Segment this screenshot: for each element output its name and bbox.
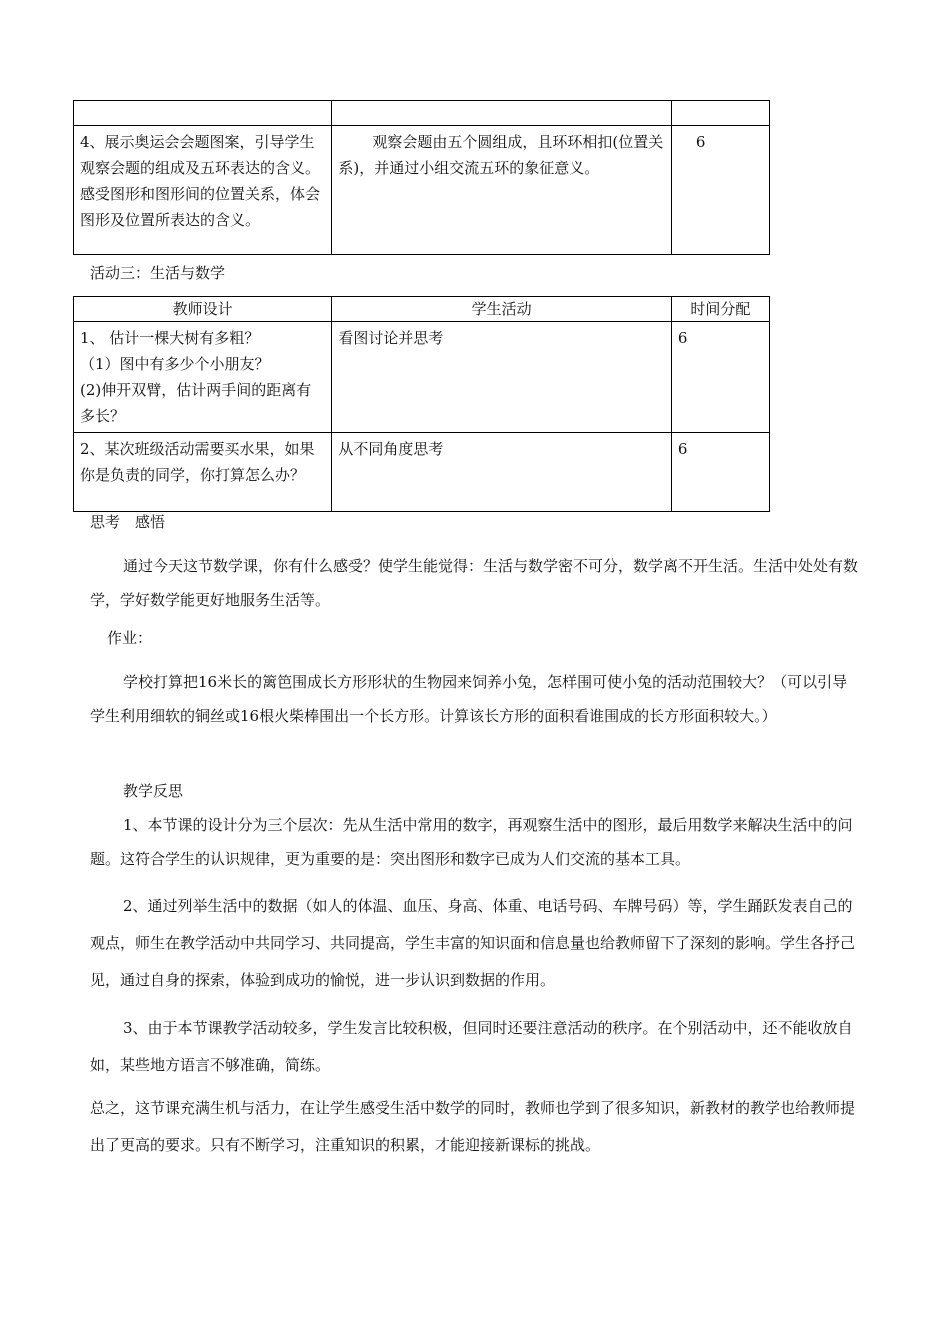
teacher-design-cell bbox=[74, 322, 332, 433]
table-row bbox=[74, 126, 770, 255]
activity-three-table bbox=[73, 296, 770, 512]
table-cell bbox=[74, 101, 332, 126]
reflection-paragraph: 通过今天这节数学课，你有什么感受？使学生能觉得：生活与数学密不可分，数学离不开生活。生活中处处有数学，学好数学能更好地服务生活等。 bbox=[90, 557, 859, 609]
time-cell: 6 bbox=[671, 126, 769, 255]
activity-title: 活动三：生活与数学 bbox=[90, 264, 226, 282]
lesson-table-continued bbox=[73, 100, 770, 255]
cell-line: (2)伸开双臂，估计两手间的距离有多长？ bbox=[80, 381, 312, 425]
student-activity-cell: 从不同角度思考 bbox=[332, 433, 671, 512]
table-row bbox=[74, 322, 770, 433]
teaching-reflection-title: 教学反思 bbox=[123, 782, 184, 800]
reflection-item: 1、本节课的设计分为三个层次：先从生活中常用的数字，再观察生活中的图形，最后用数学来解决生活中的问题。这符合学生的认识规律，更为重要的是：突出图形和数字已成为人们交流的基本工具。 bbox=[90, 816, 853, 868]
table-row bbox=[74, 433, 770, 512]
teacher-design-cell: 4、展示奥运会会题图案，引导学生观察会题的组成及五环表达的含义。感受图形和图形间的位置关系，体会图形及位置所表达的含义。 bbox=[74, 126, 332, 255]
reflection-title: 思考 感悟 bbox=[90, 513, 166, 531]
student-activity-cell: 观察会题由五个圆组成，且环环相扣(位置关系)，并通过小组交流五环的象征意义。 bbox=[332, 126, 671, 255]
teacher-design-cell bbox=[74, 433, 332, 512]
table-row bbox=[74, 101, 770, 126]
header-time-allocation: 时间分配 bbox=[671, 297, 769, 322]
header-student-activity: 学生活动 bbox=[332, 297, 671, 322]
student-activity-cell: 看图讨论并思考 bbox=[332, 322, 671, 433]
conclusion-paragraph: 总之，这节课充满生机与活力，在让学生感受生活中数学的同时，教师也学到了很多知识，新教材的教学也给教师提出了更高的要求。只有不断学习，注重知识的积累，才能迎接新课标的挑战。 bbox=[90, 1099, 856, 1154]
cell-line: 1、 估计一棵大树有多粗？ bbox=[80, 329, 260, 347]
cell-line: 2、某次班级活动需要买水果，如果你是负责的同学，你打算怎么办？ bbox=[80, 440, 315, 484]
time-cell: 6 bbox=[671, 433, 769, 512]
table-cell bbox=[332, 101, 671, 126]
table-cell bbox=[671, 101, 769, 126]
time-cell: 6 bbox=[671, 322, 769, 433]
homework-title: 作业： bbox=[107, 629, 153, 647]
header-teacher-design: 教师设计 bbox=[74, 297, 332, 322]
homework-paragraph: 学校打算把16米长的篱笆围成长方形形状的生物园来饲养小兔，怎样围可使小兔的活动范围较大？（可以引导学生利用细软的铜丝或16根火柴棒围出一个长方形。计算该长方形的面积看谁围成的长方形面积较大。） bbox=[90, 673, 848, 725]
table-header-row bbox=[74, 297, 770, 322]
reflection-item: 3、由于本节课教学活动较多，学生发言比较积极，但同时还要注意活动的秩序。在个别活动中，还不能收放自如，某些地方语言不够准确，简练。 bbox=[90, 1019, 853, 1074]
reflection-item: 2、通过列举生活中的数据（如人的体温、血压、身高、体重、电话号码、车牌号码）等，学生踊跃发表自己的观点，师生在教学活动中共同学习、共同提高，学生丰富的知识面和信息量也给教师留下了深刻的影响。学生各抒己见，通过自身的探索，体验到成功的愉悦，进一步认识到数据的作用。 bbox=[90, 897, 856, 989]
cell-line: （1）图中有多少个小朋友？ bbox=[80, 355, 270, 373]
